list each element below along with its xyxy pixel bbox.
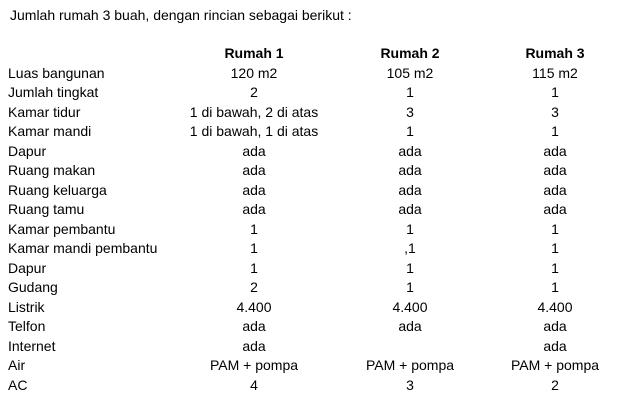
cell-rumah-2: ada [398, 318, 422, 334]
row-label: Ruang makan [8, 162, 96, 178]
table-row [8, 259, 620, 279]
row-label: Dapur [8, 259, 47, 276]
row-label: Ruang tamu [8, 201, 85, 217]
row-label: Jumlah tingkat [8, 84, 99, 100]
cell-rumah-1: ada [242, 162, 266, 178]
header-blank [8, 44, 178, 64]
header-rumah-2: Rumah 2 [380, 45, 440, 61]
cell-rumah-1: ada [242, 181, 266, 198]
cell-rumah-3: ada [543, 162, 567, 178]
table-row [8, 376, 620, 396]
cell-rumah-2: ada [398, 181, 422, 198]
cell-rumah-1: ada [242, 201, 266, 217]
table-row [8, 161, 620, 181]
cell-rumah-1: PAM + pompa [209, 357, 299, 373]
cell-rumah-3: 1 [551, 279, 559, 295]
row-label: Telfon [8, 318, 46, 334]
header-rumah-3: Rumah 3 [525, 45, 585, 61]
cell-rumah-2: 1 [406, 279, 414, 295]
table-row [8, 356, 620, 376]
cell-rumah-3: 115 m2 [532, 64, 578, 81]
table-row [8, 64, 620, 84]
cell-rumah-1: 120 m2 [230, 64, 278, 81]
cell-rumah-2: 1 [406, 220, 414, 237]
cell-rumah-2: 1 [406, 259, 414, 276]
cell-rumah-2: ada [398, 201, 422, 217]
row-label: Dapur [8, 142, 47, 159]
table-row [8, 220, 620, 240]
table-row [8, 317, 620, 337]
cell-rumah-3: 1 [551, 84, 559, 100]
row-label: Luas bangunan [8, 64, 105, 81]
cell-rumah-2: 3 [406, 376, 414, 393]
cell-rumah-2 [330, 337, 490, 357]
table-row [8, 278, 620, 298]
cell-rumah-2: PAM + pompa [365, 357, 455, 373]
cell-rumah-3: ada [543, 318, 567, 334]
table-row [8, 181, 620, 201]
table-row [8, 337, 620, 357]
cell-rumah-1: 1 di bawah, 1 di atas [189, 123, 319, 139]
table-row [8, 142, 620, 162]
row-label: Air [8, 357, 26, 373]
table-row [8, 122, 620, 142]
cell-rumah-3: ada [543, 142, 567, 159]
table-row [8, 83, 620, 103]
row-label: Kamar mandi pembantu [8, 240, 158, 256]
cell-rumah-2: 1 [406, 123, 414, 139]
header-rumah-1: Rumah 1 [224, 45, 284, 61]
table-row [8, 298, 620, 318]
cell-rumah-3: ada [543, 181, 567, 198]
row-label: Gudang [8, 279, 58, 295]
row-label: AC [8, 376, 28, 393]
cell-rumah-1: 2 [250, 279, 258, 295]
cell-rumah-1: 4.400 [236, 298, 272, 315]
row-label: Listrik [8, 298, 45, 315]
table-row [8, 200, 620, 220]
cell-rumah-2: ,1 [404, 240, 416, 256]
house-comparison-table [8, 44, 620, 395]
row-label: Ruang keluarga [8, 181, 107, 198]
cell-rumah-3: 4.400 [537, 298, 573, 315]
table-row [8, 239, 620, 259]
row-label: Kamar pembantu [8, 220, 116, 237]
cell-rumah-2: 3 [406, 103, 414, 120]
cell-rumah-3: 1 [551, 259, 559, 276]
cell-rumah-1: 1 di bawah, 2 di atas [189, 103, 319, 120]
cell-rumah-1: ada [242, 318, 266, 334]
cell-rumah-1: 1 [250, 259, 258, 276]
cell-rumah-1: 1 [250, 220, 258, 237]
cell-rumah-1: ada [242, 337, 266, 354]
row-label: Kamar tidur [8, 103, 81, 120]
intro-text: Jumlah rumah 3 buah, dengan rincian sebagai berikut : [10, 7, 352, 23]
cell-rumah-1: ada [242, 142, 266, 159]
table-body [8, 64, 620, 396]
cell-rumah-3: ada [543, 201, 567, 217]
cell-rumah-3: 3 [551, 103, 559, 120]
cell-rumah-2: 105 m2 [386, 64, 434, 81]
cell-rumah-2: ada [398, 162, 422, 178]
cell-rumah-3: 1 [551, 240, 559, 256]
table-row [8, 103, 620, 123]
cell-rumah-3: 2 [551, 376, 559, 393]
row-label: Kamar mandi [8, 123, 92, 139]
cell-rumah-3: 1 [551, 220, 559, 237]
cell-rumah-2: ada [398, 142, 422, 159]
table-header-row [8, 44, 620, 64]
cell-rumah-1: 2 [250, 84, 258, 100]
cell-rumah-1: 1 [250, 240, 258, 256]
cell-rumah-3: 1 [551, 123, 559, 139]
row-label: Internet [8, 337, 56, 354]
cell-rumah-1: 4 [250, 376, 258, 393]
cell-rumah-2: 1 [406, 84, 414, 100]
cell-rumah-3: PAM + pompa [510, 357, 600, 373]
cell-rumah-2: 4.400 [392, 298, 428, 315]
cell-rumah-3: ada [543, 337, 567, 354]
